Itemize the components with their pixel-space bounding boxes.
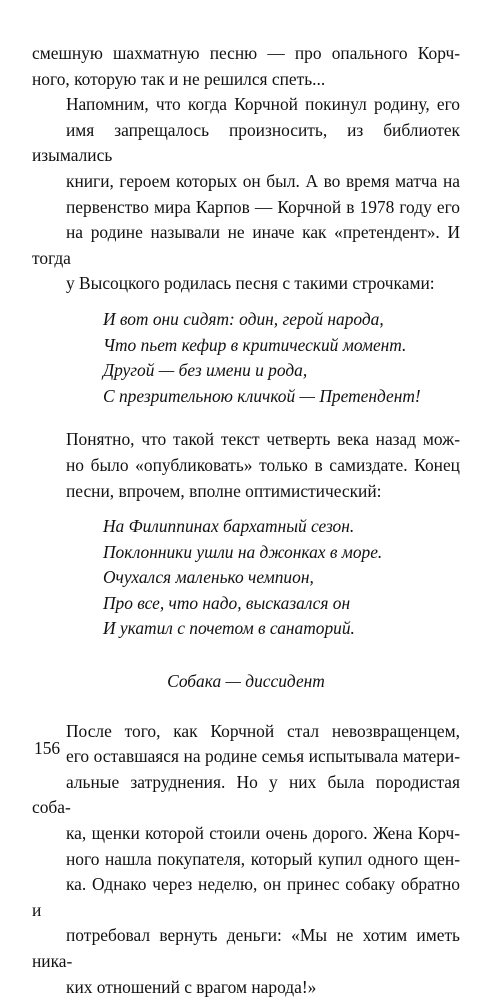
verse-line: И вот они сидят: один, герой народа, (103, 308, 384, 329)
verse-line: Очухался маленько чемпион, (103, 567, 314, 588)
text-line: у Высоцкого родилась песня с такими строчками: (66, 273, 435, 294)
verse-line: И укатил с почетом в санаторий. (103, 618, 355, 639)
paragraph-dog-story (32, 719, 460, 1000)
text-line: ких отношений с врагом народа!» (66, 976, 317, 997)
verse-line: Что пьет кефир в критический момент. (103, 334, 407, 355)
text-line: первенство мира Карпов — Корчной в 1978 году его (66, 196, 460, 217)
text-line: Понятно, что такой текст четверть века назад мож- (66, 429, 460, 450)
verse-line: Про все, что надо, высказался он (103, 592, 351, 613)
text-line: книги, героем которых он был. А во время матча на (66, 170, 460, 191)
text-line: альные затруднения. Но у них была породистая соба- (32, 771, 460, 818)
text-line: его оставшаяся на родине семья испытывала матери- (66, 746, 460, 767)
text-line: потребовал вернуть деньги: «Мы не хотим иметь ника- (32, 925, 460, 971)
text-line: на родине называли не иначе как «претендент». И тогда (32, 222, 460, 268)
text-line: ка, щенки которой стоили очень дорого. Жена Корч- (66, 823, 460, 844)
text-line: имя запрещалось произносить, из библиотек изымались (32, 119, 460, 166)
text-line: но было «опубликовать» только в самиздате. Конец (66, 454, 460, 475)
book-page (32, 41, 460, 1000)
section-heading: Собака — диссидент (167, 671, 325, 692)
text-line: Напомним, что когда Корчной покинул родину, его (66, 94, 460, 115)
song-verse-2 (103, 514, 460, 642)
verse-line: Другой — без имени и рода, (103, 360, 308, 381)
verse-line: С презрительною кличкой — Претендент! (103, 385, 421, 406)
text-line: ного, которую так и не решился спеть... (32, 68, 326, 89)
paragraph-korchnoi-homeland (32, 92, 460, 297)
page-number: 156 (34, 738, 61, 758)
verse-line: Поклонники ушли на джонках в море. (103, 541, 383, 562)
text-line: ка. Однако через неделю, он принес собаку обратно и (32, 874, 460, 920)
text-line: смешную шахматную песню — про опального Корч- (32, 43, 460, 63)
paragraph-continuation (32, 41, 460, 92)
text-line: После того, как Корчной стал невозвращенцем, (66, 720, 460, 741)
text-line: ного нашла покупателя, который купил одного щен- (66, 848, 460, 869)
paragraph-samizdat (32, 427, 460, 504)
song-verse-1 (103, 307, 460, 409)
text-line: песни, впрочем, вполне оптимистический: (66, 480, 382, 501)
verse-line: На Филиппинах бархатный сезон. (103, 516, 355, 537)
